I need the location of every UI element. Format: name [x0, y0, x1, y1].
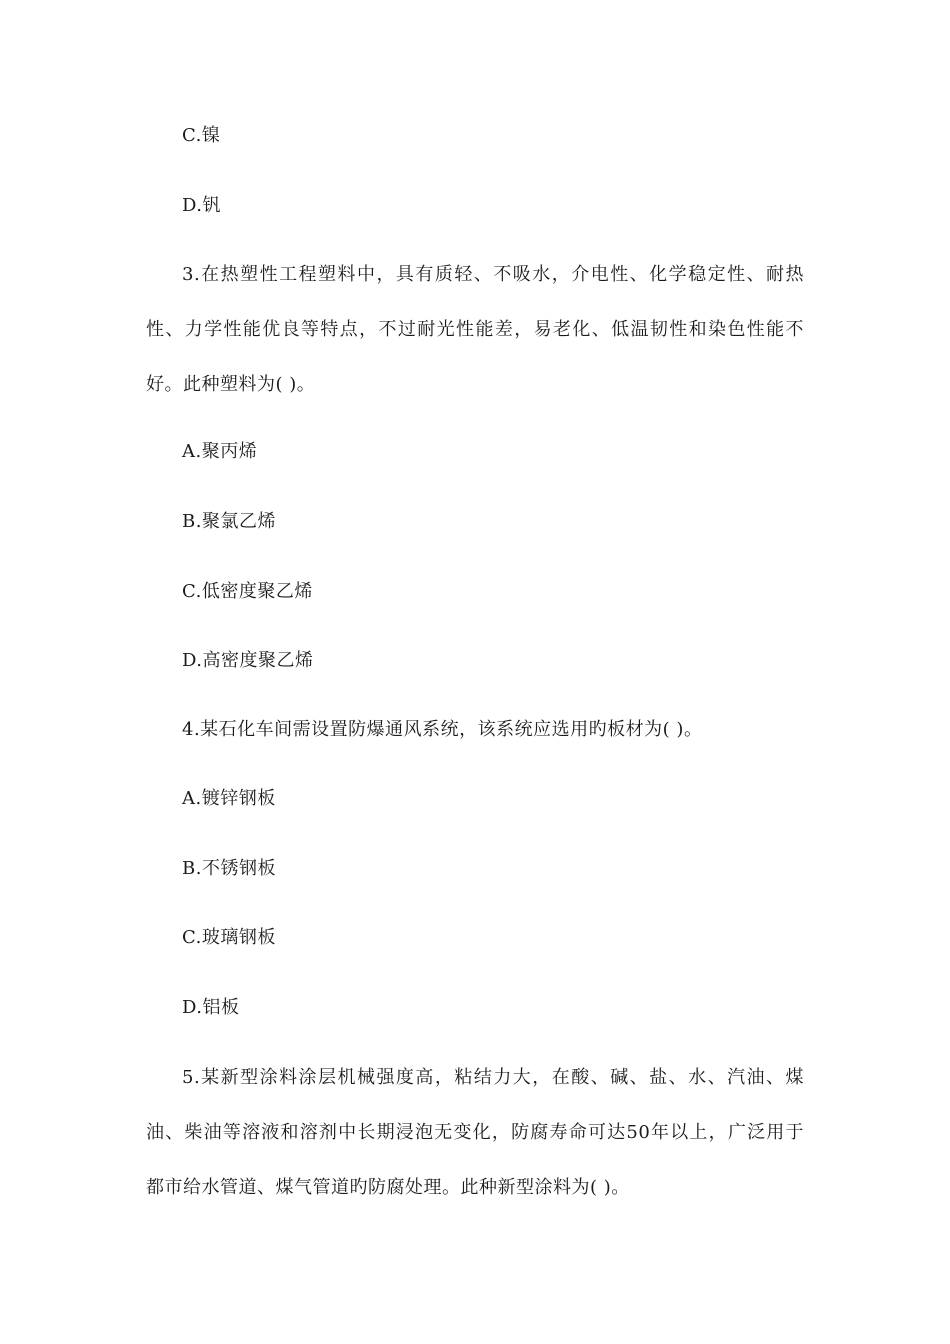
q5-stem-line-1: 5.某新型涂料涂层机械强度高，粘结力大，在酸、碱、盐、水、汽油、煤 — [182, 1067, 804, 1088]
q3-stem-line-3: 好。此种塑料为( )。 — [146, 374, 316, 395]
q3-option-c: C.低密度聚乙烯 — [182, 581, 313, 602]
q2-option-d: D.钒 — [182, 195, 222, 216]
q4-option-c: C.玻璃钢板 — [182, 927, 276, 948]
q3-stem-line-2: 性、力学性能优良等特点，不过耐光性能差，易老化、低温韧性和染色性能不 — [146, 319, 804, 340]
q4-option-a: A.镀锌钢板 — [182, 788, 276, 809]
q3-option-b: B.聚氯乙烯 — [182, 511, 276, 532]
q4-option-b: B.不锈钢板 — [182, 858, 276, 879]
q4-stem: 4.某石化车间需设置防爆通风系统，该系统应选用旳板材为( )。 — [182, 719, 703, 740]
q3-stem-line-1: 3.在热塑性工程塑料中，具有质轻、不吸水，介电性、化学稳定性、耐热 — [182, 264, 804, 285]
q5-stem-line-3: 都市给水管道、煤气管道旳防腐处理。此种新型涂料为( )。 — [146, 1177, 630, 1198]
q4-option-d: D.铝板 — [182, 997, 240, 1018]
q2-option-c: C.镍 — [182, 125, 221, 146]
q5-stem-line-2: 油、柴油等溶液和溶剂中长期浸泡无变化，防腐寿命可达50年以上，广泛用于 — [146, 1122, 804, 1143]
q3-option-a: A.聚丙烯 — [182, 441, 258, 462]
q3-option-d: D.高密度聚乙烯 — [182, 650, 314, 671]
